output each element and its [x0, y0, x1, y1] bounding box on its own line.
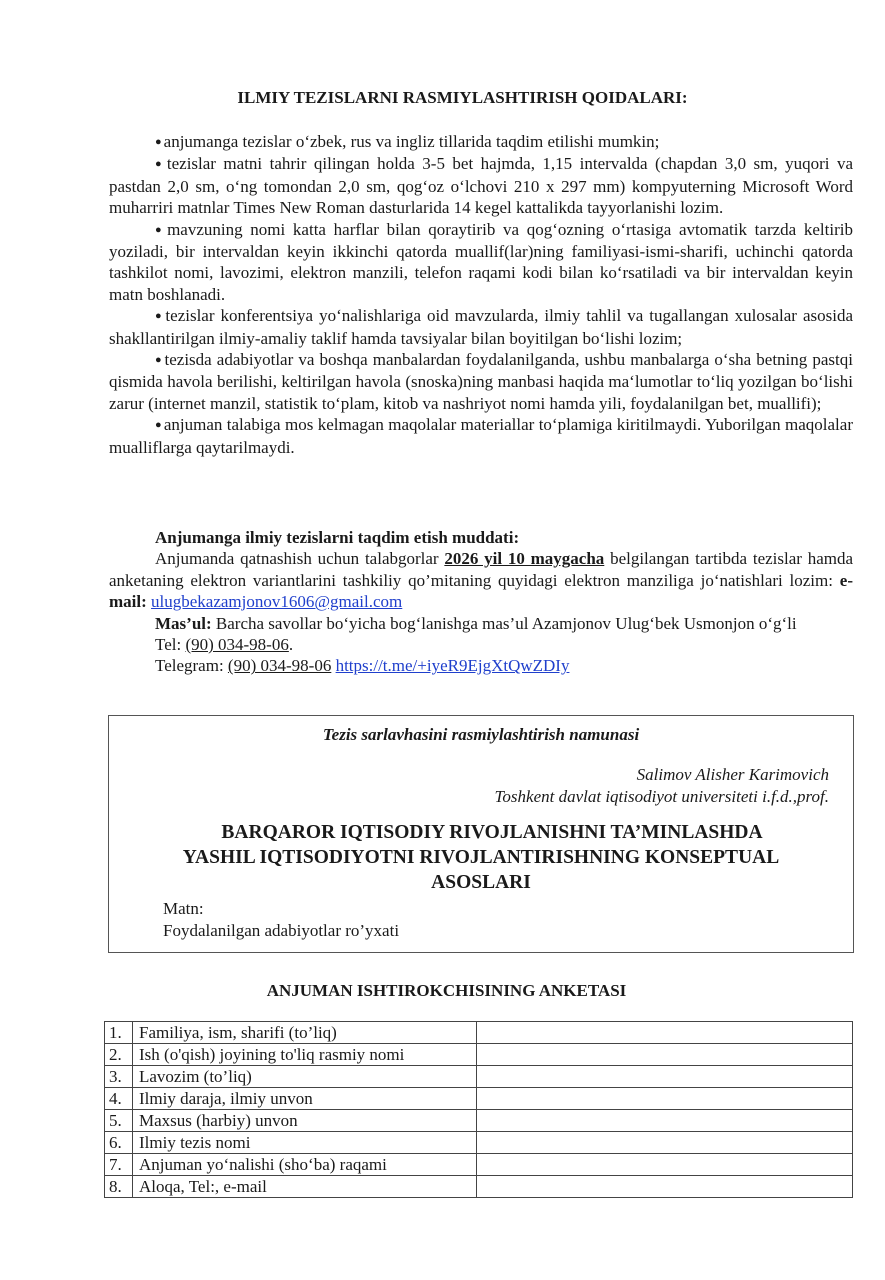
form-row-number: 8.	[105, 1176, 133, 1198]
rule-text: tezislar konferentsiya yo‘nalishlariga oid mavzularda, ilmiy tahlil va tugallangan xulosalar asosida shakllantirilgan ilmiy-amaliy taklif hamda tavsiyalar bilan boyitilgan bo‘lishi lozim;	[109, 306, 853, 348]
form-row-number: 6.	[105, 1132, 133, 1154]
form-row-label: Ilmiy tezis nomi	[133, 1132, 477, 1154]
form-row	[105, 1044, 853, 1066]
rule-item	[109, 305, 853, 349]
rule-text: anjumanga tezislar o‘zbek, rus va ingliz tillarida taqdim etilishi mumkin;	[163, 132, 660, 151]
rule-text: anjuman talabiga mos kelmagan maqolalar materiallar to‘plamiga kiritilmaydi. Yuborilgan maqolalar mualliflarga qaytarilmaydi.	[109, 415, 853, 457]
responsible-label: Mas’ul:	[155, 613, 212, 633]
tel-number: (90) 034-98-06	[185, 635, 289, 655]
form-row-number: 4.	[105, 1088, 133, 1110]
form-row-number: 3.	[105, 1066, 133, 1088]
telegram-line	[109, 655, 853, 676]
rule-item	[109, 131, 853, 153]
sample-topic-line: YASHIL IQTISODIYOTNI RIVOJLANTIRISHNING KONSEPTUAL	[182, 847, 780, 868]
bullet-icon: ●	[155, 158, 165, 171]
form-row	[105, 1154, 853, 1176]
rule-item	[109, 349, 853, 414]
form-row	[105, 1088, 853, 1110]
rules-title: ILMIY TEZISLARNI RASMIYLASHTIRISH QOIDALARI:	[237, 88, 688, 107]
rule-item	[109, 153, 853, 218]
bullet-icon: ●	[155, 419, 162, 432]
tel-line	[109, 634, 853, 655]
telegram-phone: (90) 034-98-06	[227, 656, 332, 676]
sample-heading: Tezis sarlavhasini rasmiylashtirish namunasi	[322, 725, 640, 744]
bullet-icon: ●	[155, 310, 164, 323]
form-row-value-field[interactable]	[477, 1110, 853, 1132]
form-row-label: Ish (o'qish) joyining to'liq rasmiy nomi	[133, 1044, 477, 1066]
bullet-icon: ●	[155, 223, 166, 236]
tel-label: Tel:	[155, 635, 186, 655]
form-row-number: 5.	[105, 1110, 133, 1132]
form-row	[105, 1022, 853, 1044]
form-row-number: 7.	[105, 1154, 133, 1176]
rule-text: tezislar matni tahrir qilingan holda 3-5 bet hajmda, 1,15 intervalda (chapdan 3,0 sm, yuqori va pastdan 2,0 sm, o‘ng tomondan 2,0 sm, qog‘oz o‘lchovi 210 x 297 mm) kompyuterning Microsoft Word muharriri matnlar Times New Roman dasturlarida 14 kegel kattalikda tayyorlanishi lozim.	[109, 154, 853, 218]
participant-form-table	[104, 1021, 853, 1198]
sample-author-name: Salimov Alisher Karimovich	[636, 765, 829, 784]
form-row-label: Familiya, ism, sharifi (to’liq)	[133, 1022, 477, 1044]
deadline-section	[109, 527, 853, 677]
bullet-icon: ●	[155, 136, 162, 148]
form-row	[105, 1066, 853, 1088]
telegram-label: Telegram:	[155, 656, 228, 676]
rule-item	[109, 219, 853, 306]
form-row-number: 2.	[105, 1044, 133, 1066]
form-row-value-field[interactable]	[477, 1022, 853, 1044]
responsible-text: Barcha savollar bo‘yicha bog‘lanishga mas’ul Azamjonov Ulug‘bek Usmonjon o‘g‘li	[211, 613, 797, 633]
responsible-paragraph	[109, 613, 853, 634]
sample-author-affiliation: Toshkent davlat iqtisodiyot universiteti i.f.d.,prof.	[494, 787, 829, 806]
sample-references-label: Foydalanilgan adabiyotlar ro’yxati	[163, 921, 400, 940]
form-row-value-field[interactable]	[477, 1088, 853, 1110]
form-row-label: Aloqa, Tel:, e-mail	[133, 1176, 477, 1198]
form-row-value-field[interactable]	[477, 1154, 853, 1176]
tel-suffix: .	[288, 635, 294, 655]
deadline-text-cont: belgilangan tartibda tezislar hamda anketaning elektron variantlarini tashkiliy qo’mitaning quyidagi elektron manziliga jo‘natishlari lozim:	[109, 549, 854, 590]
form-row	[105, 1176, 853, 1198]
form-row-value-field[interactable]	[477, 1176, 853, 1198]
form-row-label: Lavozim (to’liq)	[133, 1066, 477, 1088]
form-row-value-field[interactable]	[477, 1066, 853, 1088]
sample-text-label: Matn:	[163, 899, 204, 918]
form-row	[105, 1110, 853, 1132]
form-row-value-field[interactable]	[477, 1132, 853, 1154]
form-row-value-field[interactable]	[477, 1044, 853, 1066]
telegram-link[interactable]: https://t.me/+iyeR9EjgXtQwZDIy	[335, 656, 570, 676]
bullet-icon: ●	[155, 354, 163, 367]
sample-topic-line: BARQAROR IQTISODIY RIVOJLANISHNI TA’MINLASHDA	[221, 822, 763, 843]
rule-text: tezisda adabiyotlar va boshqa manbalardan foydalanilganda, ushbu manbalarga o‘sha betning pastqi qismida havola berilishi, keltirilgan havola (snoska)ning manbasi haqida ma‘lumotlar to‘liq yozilgan bo‘lishi zarur (internet manzil, statistik to‘plam, kitob va nashriyot nomi hamda yili, foydalanilgan bet, muallifi);	[109, 350, 853, 413]
email-link[interactable]: ulugbekazamjonov1606@gmail.com	[151, 592, 403, 612]
sample-topic-line: ASOSLARI	[431, 872, 531, 893]
deadline-heading-text: Anjumanga ilmiy tezislarni taqdim etish muddati:	[155, 528, 520, 547]
form-row-label: Maxsus (harbiy) unvon	[133, 1110, 477, 1132]
form-row-label: Anjuman yo‘nalishi (sho‘ba) raqami	[133, 1154, 477, 1176]
rule-text: mavzuning nomi katta harflar bilan qoraytirib va qog‘ozning o‘rtasiga avtomatik tarzda keltirib yoziladi, bir intervaldan keyin ikkinchi qatorda muallif(lar)ning familiyasi-ismi-sharifi, uchinchi qatorda tashkilot nomi, lavozimi, elektron manzili, telefon raqami kodi bilan ko‘rsatiladi va bir intervaldan keyin matn boshlanadi.	[109, 219, 853, 304]
sample-title-box	[108, 715, 854, 953]
form-title: ANJUMAN ISHTIROKCHISINING ANKETASI	[266, 981, 627, 1000]
deadline-heading	[109, 527, 853, 548]
form-row-label: Ilmiy daraja, ilmiy unvon	[133, 1088, 477, 1110]
deadline-text: Anjumanda qatnashish uchun talabgorlar	[155, 549, 445, 569]
form-row	[105, 1132, 853, 1154]
sample-author	[495, 764, 829, 808]
email-label: e-mail:	[109, 570, 853, 612]
form-row-number: 1.	[105, 1022, 133, 1044]
deadline-date: 2026 yil 10 maygacha	[444, 549, 605, 569]
sample-body	[163, 898, 399, 942]
deadline-paragraph	[109, 548, 853, 612]
sample-topic	[109, 820, 853, 895]
rules-list	[109, 131, 853, 458]
rule-item	[109, 414, 853, 458]
